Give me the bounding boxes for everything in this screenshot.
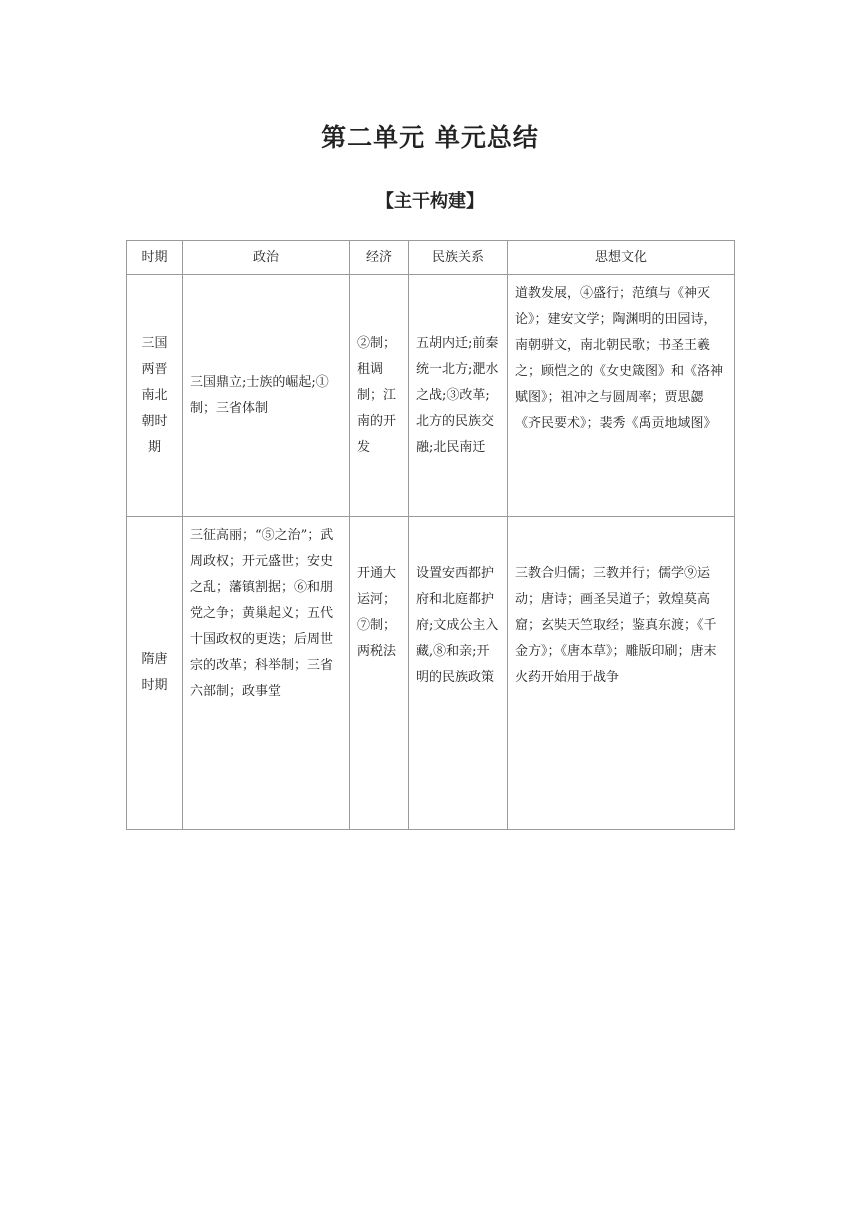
header-economy: 经济 — [350, 241, 409, 275]
header-ethnic-relations: 民族关系 — [409, 241, 508, 275]
summary-table — [126, 240, 735, 830]
header-period: 时期 — [127, 241, 183, 275]
section-heading: 【主干构建】 — [376, 191, 484, 212]
table-header-row — [127, 241, 735, 275]
ethnic-cell: 五胡内迁;前秦统一北方;淝水之战;③改革;北方的民族交融;北民南迁 — [409, 275, 508, 517]
politics-cell: 三征高丽；“⑤之治”；武周政权；开元盛世；安史之乱；藩镇割据；⑥和朋党之争；黄巢起义；五代十国政权的更迭；后周世宗的改革；科举制；三省六部制；政事堂 — [183, 517, 350, 830]
period-cell: 三国两晋南北朝时期 — [127, 275, 183, 517]
culture-cell: 三教合归儒；三教并行；儒学⑨运动；唐诗；画圣吴道子；敦煌莫高窟；玄奘天竺取经；鉴真东渡；《千金方》；《唐本草》；雕版印刷；唐末火药开始用于战争 — [508, 517, 735, 830]
table-row — [127, 517, 735, 830]
politics-cell: 三国鼎立;士族的崛起;①制；三省体制 — [183, 275, 350, 517]
culture-cell: 道教发展，④盛行；范缜与《神灭论》；建安文学；陶渊明的田园诗，南朝骈文，南北朝民歌；书圣王羲之；顾恺之的《女史箴图》和《洛神赋图》；祖冲之与圆周率；贾思勰《齐民要术》；裴秀《禹贡地域图》 — [508, 275, 735, 517]
header-culture: 思想文化 — [508, 241, 735, 275]
page-title: 第二单元 单元总结 — [321, 123, 539, 152]
economy-cell: ②制；租调制；江南的开发 — [350, 275, 409, 517]
table-row — [127, 275, 735, 517]
period-cell: 隋唐时期 — [127, 517, 183, 830]
ethnic-cell: 设置安西都护府和北庭都护府;文成公主入藏,⑧和亲;开明的民族政策 — [409, 517, 508, 830]
economy-cell: 开通大运河；⑦制；两税法 — [350, 517, 409, 830]
header-politics: 政治 — [183, 241, 350, 275]
